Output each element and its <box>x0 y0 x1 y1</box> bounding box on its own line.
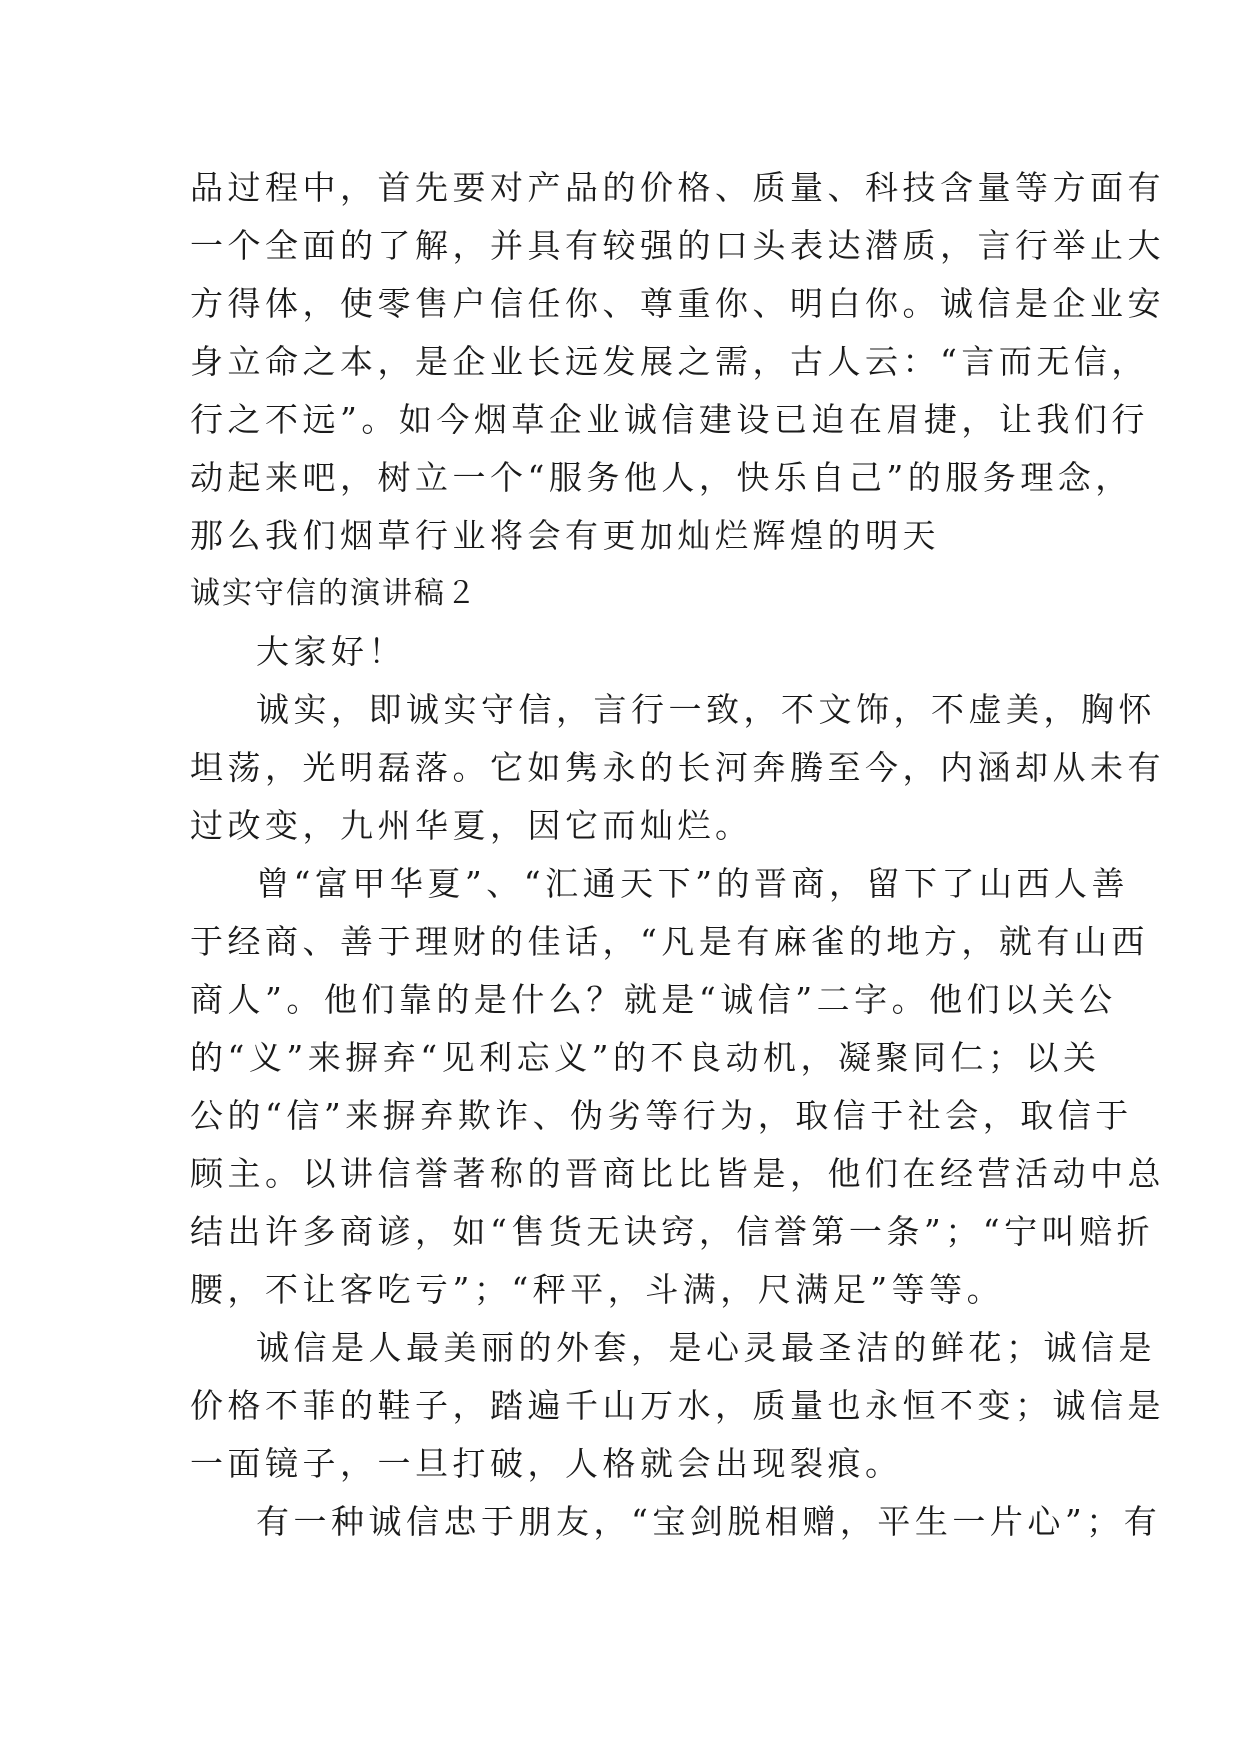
text-line: 那么我们烟草行业将会有更加灿烂辉煌的明天 <box>190 516 940 555</box>
text-line: 一面镜子，一旦打破，人格就会出现裂痕。 <box>190 1444 903 1483</box>
text-line: 过改变，九州华夏，因它而灿烂。 <box>190 806 753 845</box>
text-line: 动起来吧，树立一个“服务他人，快乐自己”的服务理念， <box>190 458 1133 497</box>
text-line: 诚信是人最美丽的外套，是心灵最圣洁的鲜花；诚信是 <box>256 1328 1156 1367</box>
text-line: 有一种诚信忠于朋友，“宝剑脱相赠，平生一片心”；有 <box>256 1502 1162 1541</box>
text-line: 方得体，使零售户信任你、尊重你、明白你。诚信是企业安 <box>190 284 1165 323</box>
text-line: 一个全面的了解，并具有较强的口头表达潜质，言行举止大 <box>190 226 1165 265</box>
text-line: 结出许多商谚，如“售货无诀窍，信誉第一条”；“宁叫赔折 <box>190 1212 1155 1251</box>
text-line: 曾“富甲华夏”、“汇通天下”的晋商，留下了山西人善 <box>256 864 1129 903</box>
text-line: 坦荡，光明磊落。它如隽永的长河奔腾至今，内涵却从未有 <box>190 748 1165 787</box>
text-line: 品过程中，首先要对产品的价格、质量、科技含量等方面有 <box>190 168 1165 207</box>
text-line: 腰，不让客吃亏”；“秤平，斗满，尺满足”等等。 <box>190 1270 1005 1309</box>
text-line: 价格不菲的鞋子，踏遍千山万水，质量也永恒不变；诚信是 <box>190 1386 1165 1425</box>
text-line: 于经商、善于理财的佳话，“凡是有麻雀的地方，就有山西 <box>190 922 1149 961</box>
text-line: 的“义”来摒弃“见利忘义”的不良动机，凝聚同仁；以关 <box>190 1038 1101 1077</box>
text-line: 顾主。以讲信誉著称的晋商比比皆是，他们在经营活动中总 <box>190 1154 1165 1193</box>
text-line: 诚实，即诚实守信，言行一致，不文饰，不虚美，胸怀 <box>256 690 1156 729</box>
text-line: 公的“信”来摒弃欺诈、伪劣等行为，取信于社会，取信于 <box>190 1096 1133 1135</box>
text-line: 身立命之本，是企业长远发展之需，古人云：“言而无信， <box>190 342 1149 381</box>
text-line: 行之不远”。如今烟草企业诚信建设已迫在眉捷，让我们行 <box>190 400 1149 439</box>
section-title: 诚实守信的演讲稿２ <box>190 576 478 611</box>
greeting: 大家好！ <box>256 632 406 671</box>
text-line: 商人”。他们靠的是什么？就是“诚信”二字。他们以关公 <box>190 980 1117 1019</box>
